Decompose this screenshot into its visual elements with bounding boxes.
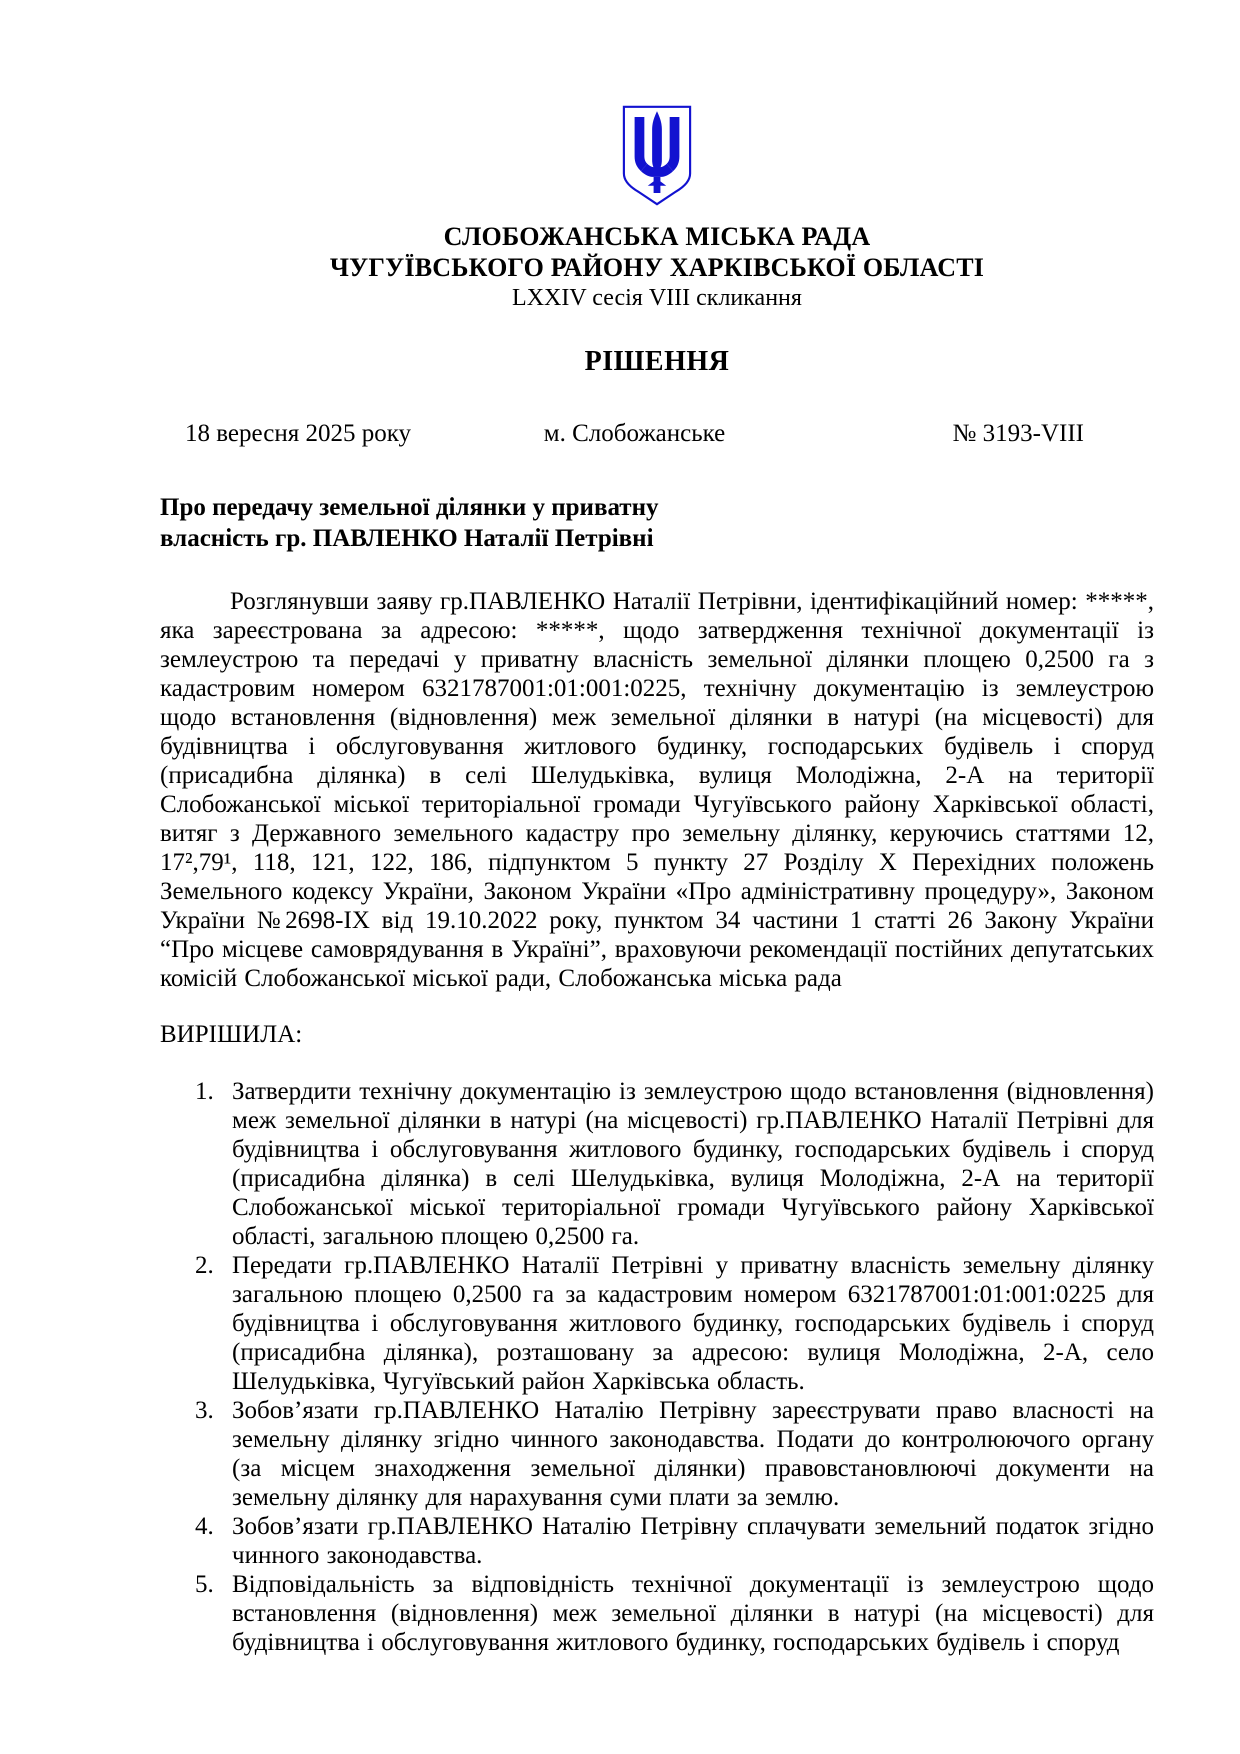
- document-type-title: РІШЕННЯ: [584, 346, 730, 377]
- decision-meta-row: [160, 419, 1154, 448]
- decision-date: 18 вересня 2025 року: [185, 420, 411, 447]
- decision-items-list: [195, 1077, 1154, 1657]
- item-text: Зобов’язати гр.ПАВЛЕНКО Наталію Петрівну зареєструвати право власності на земельну ділянку згідно чинного законодавства. Подати до контролюючого органу (за місцем знаходження земельної ділянки) правовстановлюючі документи на земельну ділянку для нарахування суми плати за землю.: [232, 1397, 1154, 1511]
- org-name-line1: СЛОБОЖАНСЬКА МІСЬКА РАДА: [443, 222, 871, 251]
- decision-item-2: [195, 1251, 1154, 1396]
- item-number: 5.: [195, 1571, 214, 1598]
- decision-item-4: [195, 1512, 1154, 1570]
- org-name-line2: ЧУГУЇВСЬКОГО РАЙОНУ ХАРКІВСЬКОЇ ОБЛАСТІ: [329, 253, 985, 282]
- item-number: 3.: [195, 1397, 214, 1424]
- decision-item-3: [195, 1396, 1154, 1512]
- decision-item-5: [195, 1570, 1154, 1657]
- item-number: 2.: [195, 1252, 214, 1279]
- preamble-text: Розглянувши заяву гр.ПАВЛЕНКО Наталії Петрівни, ідентифікаційний номер: *****, яка зареєстрована за адресою: *****, щодо затвердження технічної документації із землеустрою та передачі у приватну власність земельної ділянки площею 0,2500 га з кадастровим номером 6321787001:01:001:0225, технічну документацію із землеустрою щодо встановлення (відновлення) меж земельної ділянки в натурі (на місцевості) для будівництва і обслуговування житлового будинку, господарських будівель і споруд (присадибна ділянка) в селі Шелудьківка, вулиця Молодіжна, 2-А на території Слобожанської міської територіальної громади Чугуївського району Харківської області, витяг з Державного земельного кадастру про земельну ділянку, керуючись статтями 12, 17²,79¹, 118, 121, 122, 186, підпунктом 5 пункту 27 Розділу X Перехідних положень Земельного кодексу України, Законом України «Про адміністративну процедуру», Законом України №2698-ІХ від 19.10.2022 року, пунктом 34 частини 1 статті 26 Закону України “Про місцеве самоврядування в Україні”, враховуючи рекомендації постійних депутатських комісій Слобожанської міської ради, Слобожанська міська рада: [160, 588, 1154, 992]
- state-emblem: [160, 104, 1154, 213]
- item-text: Відповідальність за відповідність технічної документації із землеустрою щодо встановлення (відновлення) меж земельної ділянки в натурі (на місцевості) для будівництва і обслуговування житлового будинку, господарських будівель і споруд: [232, 1571, 1154, 1656]
- item-text: Зобов’язати гр.ПАВЛЕНКО Наталію Петрівну сплачувати земельний податок згідно чинного законодавства.: [232, 1513, 1154, 1569]
- item-number: 4.: [195, 1513, 214, 1540]
- subject-title: [160, 492, 1154, 554]
- item-text: Передати гр.ПАВЛЕНКО Наталії Петрівні у приватну власність земельну ділянку загальною площею 0,2500 га за кадастровим номером 6321787001:01:001:0225 для будівництва і обслуговування житлового будинку, господарських будівель і споруд (присадибна ділянка), розташовану за адресою: вулиця Молодіжна, 2-А, село Шелудьківка, Чугуївський район Харківська область.: [232, 1252, 1154, 1395]
- decision-item-1: [195, 1077, 1154, 1251]
- session-info: LXXIV сесія VIII скликання: [512, 285, 802, 311]
- subject-title-line2: власність гр. ПАВЛЕНКО Наталії Петрівні: [160, 525, 654, 552]
- decision-number: № 3193-VIII: [952, 420, 1084, 447]
- resolved-heading: ВИРІШИЛА:: [160, 1021, 303, 1048]
- item-text: Затвердити технічну документацію із землеустрою щодо встановлення (відновлення) меж земельної ділянки в натурі (на місцевості) гр.ПАВЛЕНКО Наталії Петрівні для будівництва і обслуговування житлового будинку, господарських будівель і споруд (присадибна ділянка) в селі Шелудьківка, вулиця Молодіжна, 2-А на території Слобожанської міської територіальної громади Чугуївського району Харківської області, загальною площею 0,2500 га.: [232, 1078, 1154, 1250]
- subject-title-line1: Про передачу земельної ділянки у приватну: [160, 494, 659, 521]
- decision-place: м. Слобожанське: [543, 420, 726, 447]
- ukraine-trident-icon: [620, 104, 694, 208]
- item-number: 1.: [195, 1078, 214, 1105]
